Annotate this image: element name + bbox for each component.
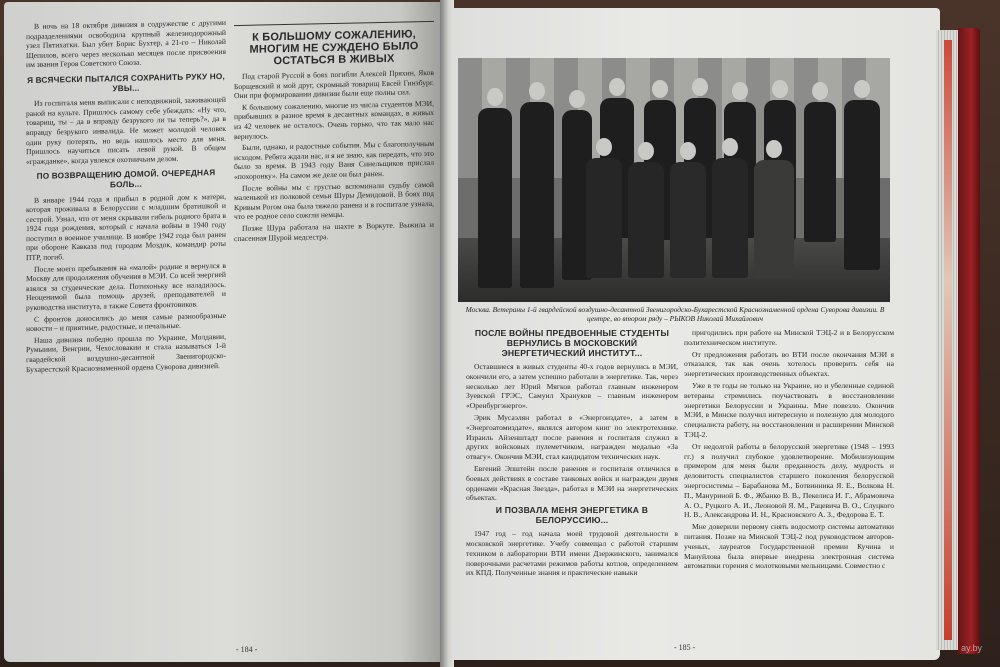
section-heading: ПОСЛЕ ВОЙНЫ ПРЕДВОЕННЫЕ СТУДЕНТЫ ВЕРНУЛИСЬ В МОСКОВСКИЙ ЭНЕРГЕТИЧЕСКИЙ ИНСТИТУТ... [474, 328, 670, 358]
right-page-column-2 [684, 328, 894, 573]
photo-person-head [812, 82, 828, 100]
paragraph: От недолгой работы в белорусской энергетике (1948 – 1993 гг.) я получил глубокое удовлетворение. Мобилизующим примером для меня были преданность делу, мудрость и деловитость специалистов старшего поколения белорусской энергосистемы – Барабанова М., Ботвинника Я. Е., Волкова Н. П., Мануриной Б. Ф., Жбанко В. В., Пекелиса И. Г., Абрамовича А. О., Руцкого А. И., Леоновой Я. М., Рацевича В. О., Слуцкого Н. В., Александрова И. Н., Красновского А. З., Федорова Е. Т. [684, 441, 894, 520]
photo-person [844, 100, 880, 270]
photo-person-head [732, 82, 748, 100]
paragraph: 1947 год – год начала моей трудовой деятельности в московской энергетике. Учебу совмещал с работой старшим техником в лаборатории ВТИ имени Дзержинского, занимался поверочными расчетами режимов работы котлов, определением их КПД. Полученные знания и практические навыки [466, 529, 678, 578]
paragraph: После войны мы с грустью вспоминали судьбу самой маленькой из полковой семьи Шуры Демидовой. В боях под Кривым Рогом она была тяжело ранена и в госпитале узнала, что ее родное село сожгли немцы. [234, 179, 434, 222]
photo-person-head [569, 90, 585, 108]
paragraph: В ночь на 18 октября дивизия в содружестве с другими подразделениями освободила крупный железнодорожный узел Пятихатки. Был убит Борис Бухтер, а 21-го – Николай Щепилов, всего через несколько месяцев после присвоения им звания Героя Советского Союза. [26, 17, 226, 70]
paragraph: Из госпиталя меня выписали с неподвижной, заживающей раной на культе. Пришлось самому себе убеждать: «Ну что, товарищ, ты – да в вправду безрукого ли ты теперь?», да в вправду безрукого инвалида. Не может молодой человек один руку потерять, но ведь нашлось место для меня. Пришлось научиться писать левой рукой. В общем «гражданке», когда увлекся охотничьим делом. [26, 95, 226, 166]
paragraph: Оставшиеся в живых студенты 40-х годов вернулись в МЭИ, окончили его, а затем успешно работали в энергетике. Так, через несколько лет Юрий Мягков работал главным инженером Зуевской ГРЭС, Самуил Хрануков – главным инженером «Оренбургэнерго». [466, 362, 678, 411]
paragraph: От предложения работать во ВТИ после окончания МЭИ я отказался, так как очень хотелось проверить себя на энергетических производственных объектах. [684, 349, 894, 379]
photo-person-seated [754, 160, 794, 278]
photo-person-seated [670, 162, 706, 278]
paragraph: Были, однако, и радостные события. Мы с благополучным исходом. Ребята ждали нас, и я не знаю, как передать, что это было за время. В 1943 году Ваня Синельщиков прислал «похоронку». На самом же деле он был ранен. [234, 139, 434, 182]
section-heading: Я ВСЯЧЕСКИ ПЫТАЛСЯ СОХРАНИТЬ РУКУ НО, УВЫ... [27, 71, 225, 93]
paragraph: Под старой Руссой в боях погибли Алексей Пряхин, Яков Борщевский и мой друг, скромный товарищ Евсей Гинзбург. Они при формировании дивизии были еще полны сил. [234, 67, 434, 101]
photo-person-head [609, 78, 625, 96]
photo-person-head [529, 82, 545, 100]
photo-person-seated [712, 158, 748, 278]
right-page-column-1 [466, 328, 678, 580]
paragraph: К большому сожалению, многие из числа студентов МЭИ, прибывших в разное время в десантных командах, в живых из 42 человек не осталось. Очень горько, что так мало нас вернулось. [234, 98, 434, 141]
photo-person-head [766, 140, 782, 158]
photo-person-head [596, 138, 612, 156]
section-heading: И ПОЗВАЛА МЕНЯ ЭНЕРГЕТИКА В БЕЛОРУССИЮ... [495, 505, 649, 526]
right-page [452, 8, 940, 660]
divider [234, 21, 434, 26]
paragraph: пригодились при работе на Минской ТЭЦ-2 и в Белорусском политехническом институте. [684, 328, 894, 347]
page-number-right: - 185 - [674, 643, 696, 652]
paragraph: Позже Шура работала на шахте в Воркуте. Выжила и спасенная Шурой медсестра. [234, 219, 434, 243]
photo-person-head [487, 88, 503, 106]
photo-caption: Москва. Ветераны 1-й гвардейской воздушно-десантной Звенигородско-Бухарестской Краснознаменной ордена Суворова дивизии. В центре, во втором ряду – РЫКОВ Николай Михайлович [465, 305, 885, 323]
veterans-group-photo [458, 58, 890, 302]
section-heading: ПО ВОЗВРАЩЕНИЮ ДОМОЙ. ОЧЕРЕДНАЯ БОЛЬ... [36, 168, 216, 190]
photo-person-head [722, 138, 738, 156]
photo-person-seated [628, 162, 664, 278]
watermark: ay.by [961, 643, 982, 653]
photo-person [804, 102, 836, 242]
photo-person-head [854, 80, 870, 98]
paragraph: Евгений Эпштейн после ранения и госпиталя отличился в боевых действиях в составе танковых войск и награжден двумя орденами «Красная Звезда», работал в МЭИ на энергетических объектах. [466, 463, 678, 503]
photo-person [478, 108, 512, 288]
paragraph: Наша дивизия победно прошла по Украине, Молдавии, Румынии, Венгрии, Чехословакии и стала называться 1-й гвардейской воздушно-десантной Звенигородско-Бухарестской Краснознаменной ордена Суворова дивизией. [26, 331, 226, 374]
left-page-column-2 [234, 18, 434, 245]
paragraph: Эрик Мусаэлян работал в «Энергоиздате», а затем в «Энергоатомиздате», являлся автором книг по электротехнике. Израиль Айзенштадт после ранения и госпиталя служил в других войсковых пулеметчиком, награжден медалью «За отвагу». Окончив МЭИ, стал кандидатом технических наук. [466, 412, 678, 462]
paragraph: Уже в те годы не только на Украине, но и убеленные сединой ветераны стремились поучаствовать в восстановлении энергетики Белоруссии и Украины. Мне повезло. Окончив МЭИ, в Минске получил интересную и полезную для молодого специалиста работу, на восстановлении и расширении Минской ТЭЦ-2. [684, 380, 894, 439]
photo-person-seated [586, 158, 622, 278]
photo-person-head [680, 142, 696, 160]
paragraph: В январе 1944 года я прибыл в родной дом к матери, которая проживала в Белоруссии с младшим братишкой и сестрой. Узнал, что от меня скрывали гибель родного брата в 1924 года рождения, который с начала войны в 1940 году поступил в военное училище. В ноябре 1942 года был ранен при обороне Кавказа под городом Моздок, командир роты ПТР, погиб. [26, 191, 226, 263]
paragraph: После моего пребывания на «малой» родине я вернулся в Москву для продолжения обучения в МЭИ. Со всей энергией взялся за студенческие дела. Потихоньку все наладилось. Неоценимой была помощь друзей, преподавателей и руководства института, а также Совета фронтовиков. [26, 260, 226, 313]
page-number-left: - 184 - [236, 645, 258, 654]
left-page-column-1 [26, 18, 226, 376]
paragraph: Мне доверили первому снять водосмотр системы автоматики питания. Позже на Минской ТЭЦ-2 под руководством авторов-ученых, лауреатов Государственной премии Кучина и Мануйлова была впервые внедрена электронная система автоматики горения с молотковыми мельницами. Совместно с [684, 522, 894, 571]
book-cover-edge [958, 28, 980, 654]
page-edge-color-band [944, 40, 952, 640]
left-page [4, 2, 444, 662]
photo-person-head [638, 142, 654, 160]
photo-person-head [692, 78, 708, 96]
paragraph: С фронтов доносились до меня самые разнообразные новости – и приятные, радостные, и печальные. [26, 310, 226, 334]
photo-person-head [652, 80, 668, 98]
photo-person [520, 102, 554, 288]
section-heading: К БОЛЬШОМУ СОЖАЛЕНИЮ, МНОГИМ НЕ СУЖДЕНО БЫЛО ОСТАТЬСЯ В ЖИВЫХ [249, 28, 419, 68]
photo-person-head [772, 80, 788, 98]
